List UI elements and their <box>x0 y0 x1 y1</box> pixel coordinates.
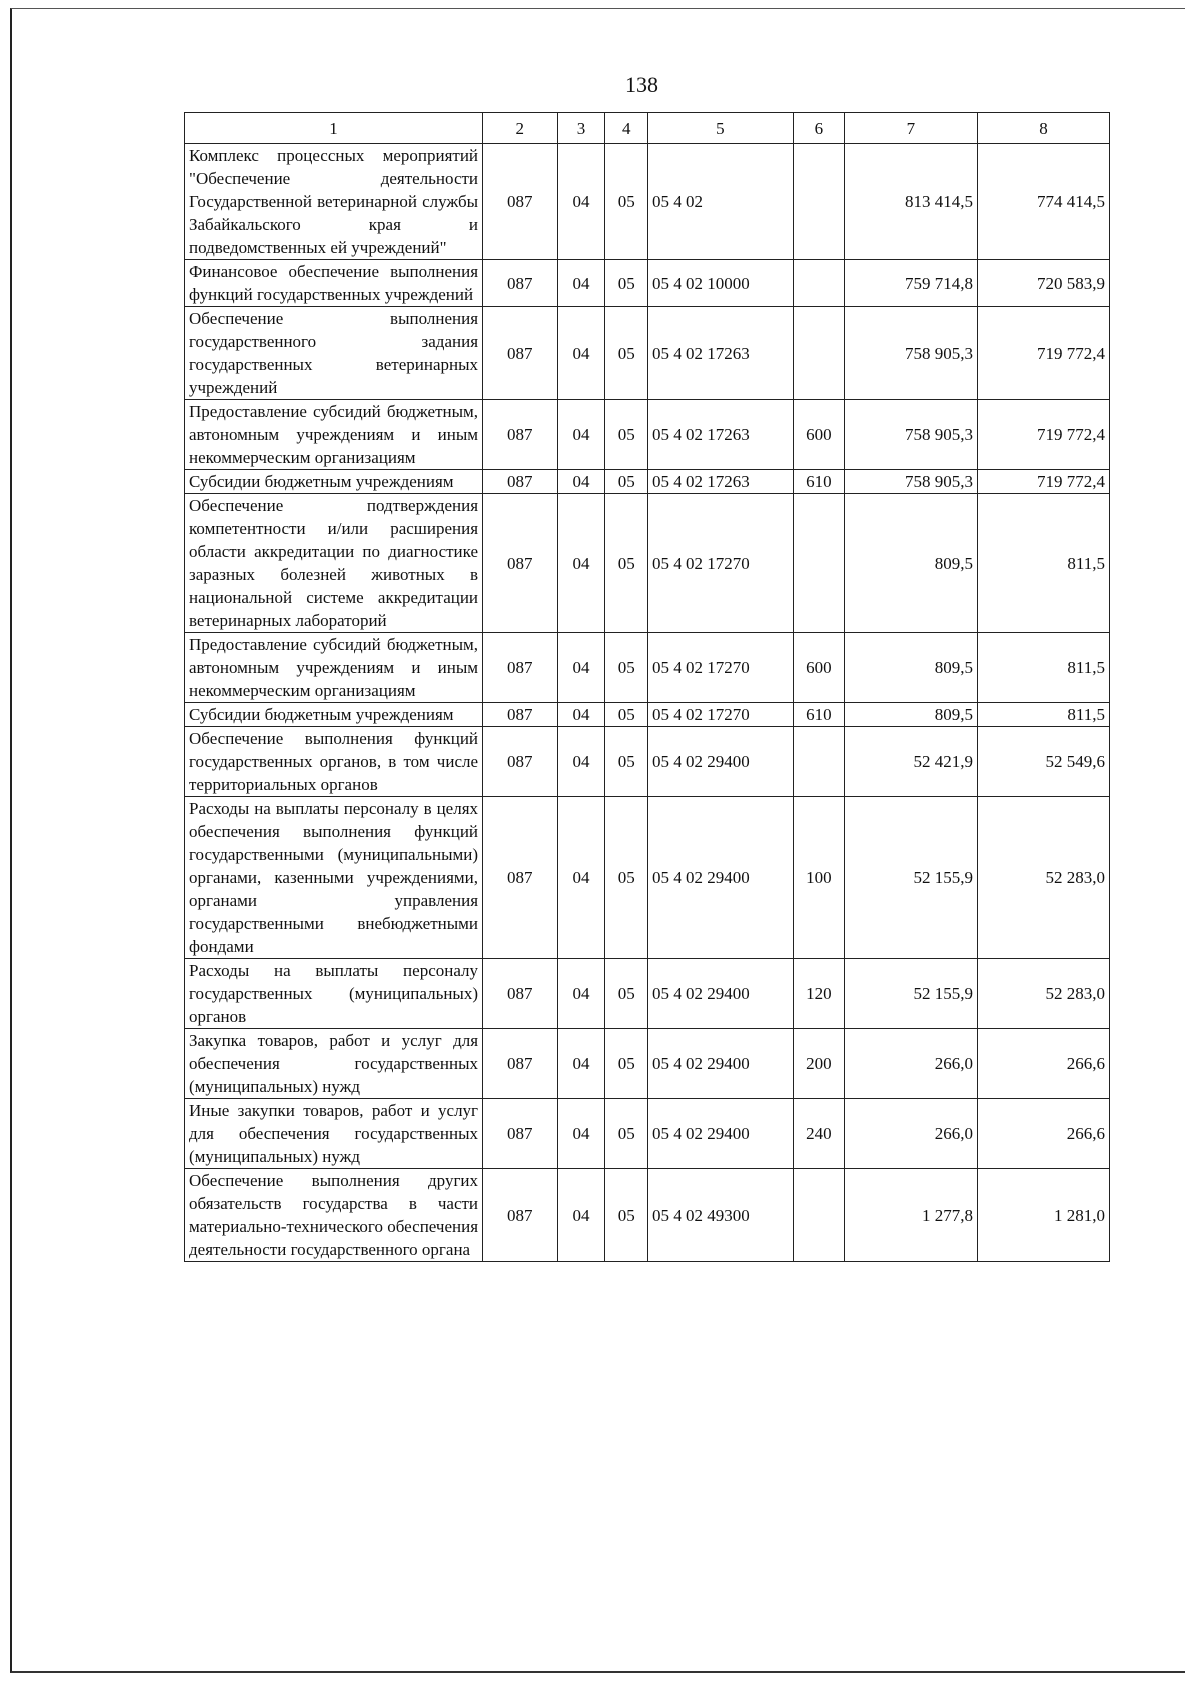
cell-amount-col7: 1 277,8 <box>844 1169 977 1262</box>
table-row <box>185 727 1110 797</box>
table-row <box>185 797 1110 959</box>
column-header: 1 <box>185 113 483 144</box>
cell-section: 04 <box>557 1169 605 1262</box>
cell-amount-col8: 266,6 <box>977 1099 1109 1169</box>
cell-admin-code: 087 <box>483 400 558 470</box>
cell-target-article: 05 4 02 17263 <box>647 307 793 400</box>
row-name: Иные закупки товаров, работ и услуг для обеспечения государственных (муниципальных) нужд <box>185 1099 483 1169</box>
cell-amount-col7: 809,5 <box>844 633 977 703</box>
cell-expense-type <box>793 307 844 400</box>
table-row <box>185 400 1110 470</box>
row-name: Обеспечение выполнения функций государственных органов, в том числе территориальных органов <box>185 727 483 797</box>
cell-section: 04 <box>557 260 605 307</box>
cell-expense-type <box>793 260 844 307</box>
cell-target-article: 05 4 02 10000 <box>647 260 793 307</box>
cell-expense-type: 200 <box>793 1029 844 1099</box>
cell-amount-col7: 758 905,3 <box>844 307 977 400</box>
cell-amount-col8: 1 281,0 <box>977 1169 1109 1262</box>
cell-admin-code: 087 <box>483 470 558 494</box>
cell-subsection: 05 <box>605 144 648 260</box>
cell-admin-code: 087 <box>483 144 558 260</box>
cell-amount-col7: 52 421,9 <box>844 727 977 797</box>
cell-target-article: 05 4 02 <box>647 144 793 260</box>
column-header: 4 <box>605 113 648 144</box>
cell-section: 04 <box>557 400 605 470</box>
table-row <box>185 633 1110 703</box>
cell-section: 04 <box>557 470 605 494</box>
cell-expense-type <box>793 494 844 633</box>
row-name: Расходы на выплаты персоналу государственных (муниципальных) органов <box>185 959 483 1029</box>
table-row <box>185 1029 1110 1099</box>
cell-amount-col7: 759 714,8 <box>844 260 977 307</box>
cell-subsection: 05 <box>605 1029 648 1099</box>
cell-expense-type: 600 <box>793 633 844 703</box>
row-name: Предоставление субсидий бюджетным, автономным учреждениям и иным некоммерческим организациям <box>185 400 483 470</box>
cell-admin-code: 087 <box>483 633 558 703</box>
cell-target-article: 05 4 02 29400 <box>647 1029 793 1099</box>
table-row <box>185 703 1110 727</box>
cell-subsection: 05 <box>605 703 648 727</box>
cell-subsection: 05 <box>605 470 648 494</box>
cell-section: 04 <box>557 1099 605 1169</box>
cell-amount-col8: 719 772,4 <box>977 307 1109 400</box>
cell-target-article: 05 4 02 17270 <box>647 703 793 727</box>
cell-target-article: 05 4 02 29400 <box>647 959 793 1029</box>
cell-subsection: 05 <box>605 494 648 633</box>
column-header: 5 <box>647 113 793 144</box>
cell-amount-col8: 719 772,4 <box>977 470 1109 494</box>
cell-amount-col7: 809,5 <box>844 494 977 633</box>
cell-target-article: 05 4 02 17270 <box>647 494 793 633</box>
cell-subsection: 05 <box>605 727 648 797</box>
row-name: Предоставление субсидий бюджетным, автономным учреждениям и иным некоммерческим организациям <box>185 633 483 703</box>
row-name: Закупка товаров, работ и услуг для обеспечения государственных (муниципальных) нужд <box>185 1029 483 1099</box>
cell-amount-col7: 758 905,3 <box>844 400 977 470</box>
row-name: Обеспечение выполнения государственного задания государственных ветеринарных учреждений <box>185 307 483 400</box>
cell-expense-type: 240 <box>793 1099 844 1169</box>
cell-admin-code: 087 <box>483 727 558 797</box>
table-row <box>185 1099 1110 1169</box>
page-number: 138 <box>625 72 658 97</box>
cell-amount-col8: 52 283,0 <box>977 959 1109 1029</box>
cell-section: 04 <box>557 144 605 260</box>
cell-amount-col7: 266,0 <box>844 1099 977 1169</box>
budget-table <box>184 112 1110 1262</box>
row-name: Субсидии бюджетным учреждениям <box>185 703 483 727</box>
row-name: Субсидии бюджетным учреждениям <box>185 470 483 494</box>
cell-amount-col7: 266,0 <box>844 1029 977 1099</box>
cell-section: 04 <box>557 633 605 703</box>
cell-amount-col7: 758 905,3 <box>844 470 977 494</box>
table-row <box>185 260 1110 307</box>
cell-expense-type: 610 <box>793 703 844 727</box>
cell-target-article: 05 4 02 17263 <box>647 400 793 470</box>
cell-admin-code: 087 <box>483 1029 558 1099</box>
cell-expense-type: 600 <box>793 400 844 470</box>
cell-admin-code: 087 <box>483 959 558 1029</box>
cell-admin-code: 087 <box>483 703 558 727</box>
cell-expense-type: 610 <box>793 470 844 494</box>
row-name: Финансовое обеспечение выполнения функций государственных учреждений <box>185 260 483 307</box>
row-name: Расходы на выплаты персоналу в целях обеспечения выполнения функций государственными (муниципальными) органами, казенными учреждениями, органами управления государственными внебюджетными фондами <box>185 797 483 959</box>
table-row <box>185 959 1110 1029</box>
cell-target-article: 05 4 02 17270 <box>647 633 793 703</box>
cell-section: 04 <box>557 1029 605 1099</box>
cell-expense-type <box>793 144 844 260</box>
column-header: 8 <box>977 113 1109 144</box>
column-header: 6 <box>793 113 844 144</box>
cell-subsection: 05 <box>605 797 648 959</box>
cell-amount-col8: 811,5 <box>977 494 1109 633</box>
cell-subsection: 05 <box>605 307 648 400</box>
column-header: 2 <box>483 113 558 144</box>
cell-amount-col8: 52 549,6 <box>977 727 1109 797</box>
table-row <box>185 470 1110 494</box>
cell-admin-code: 087 <box>483 1169 558 1262</box>
cell-amount-col7: 809,5 <box>844 703 977 727</box>
cell-admin-code: 087 <box>483 260 558 307</box>
cell-amount-col8: 720 583,9 <box>977 260 1109 307</box>
cell-section: 04 <box>557 307 605 400</box>
cell-section: 04 <box>557 494 605 633</box>
cell-section: 04 <box>557 959 605 1029</box>
cell-target-article: 05 4 02 29400 <box>647 727 793 797</box>
row-name: Обеспечение выполнения других обязательств государства в части материально-технического обеспечения деятельности государственного органа <box>185 1169 483 1262</box>
cell-admin-code: 087 <box>483 1099 558 1169</box>
column-header: 3 <box>557 113 605 144</box>
table-row <box>185 144 1110 260</box>
cell-amount-col8: 774 414,5 <box>977 144 1109 260</box>
cell-amount-col7: 52 155,9 <box>844 797 977 959</box>
cell-subsection: 05 <box>605 260 648 307</box>
cell-expense-type: 120 <box>793 959 844 1029</box>
cell-target-article: 05 4 02 17263 <box>647 470 793 494</box>
cell-subsection: 05 <box>605 400 648 470</box>
cell-subsection: 05 <box>605 633 648 703</box>
cell-amount-col8: 266,6 <box>977 1029 1109 1099</box>
cell-expense-type <box>793 727 844 797</box>
cell-subsection: 05 <box>605 1099 648 1169</box>
cell-amount-col8: 811,5 <box>977 703 1109 727</box>
cell-expense-type: 100 <box>793 797 844 959</box>
cell-expense-type <box>793 1169 844 1262</box>
cell-section: 04 <box>557 727 605 797</box>
table-row <box>185 494 1110 633</box>
cell-subsection: 05 <box>605 1169 648 1262</box>
table-row <box>185 1169 1110 1262</box>
cell-target-article: 05 4 02 29400 <box>647 797 793 959</box>
cell-section: 04 <box>557 703 605 727</box>
cell-amount-col8: 719 772,4 <box>977 400 1109 470</box>
cell-admin-code: 087 <box>483 307 558 400</box>
cell-target-article: 05 4 02 49300 <box>647 1169 793 1262</box>
row-name: Комплекс процессных мероприятий "Обеспечение деятельности Государственной ветеринарной службы Забайкальского края и подведомственных ей учреждений" <box>185 144 483 260</box>
cell-amount-col7: 813 414,5 <box>844 144 977 260</box>
cell-admin-code: 087 <box>483 797 558 959</box>
row-name: Обеспечение подтверждения компетентности и/или расширения области аккредитации по диагностике заразных болезней животных в национальной системе аккредитации ветеринарных лабораторий <box>185 494 483 633</box>
header-row <box>185 113 1110 144</box>
column-header: 7 <box>844 113 977 144</box>
table-row <box>185 307 1110 400</box>
cell-subsection: 05 <box>605 959 648 1029</box>
cell-target-article: 05 4 02 29400 <box>647 1099 793 1169</box>
cell-admin-code: 087 <box>483 494 558 633</box>
cell-section: 04 <box>557 797 605 959</box>
cell-amount-col8: 52 283,0 <box>977 797 1109 959</box>
cell-amount-col7: 52 155,9 <box>844 959 977 1029</box>
cell-amount-col8: 811,5 <box>977 633 1109 703</box>
